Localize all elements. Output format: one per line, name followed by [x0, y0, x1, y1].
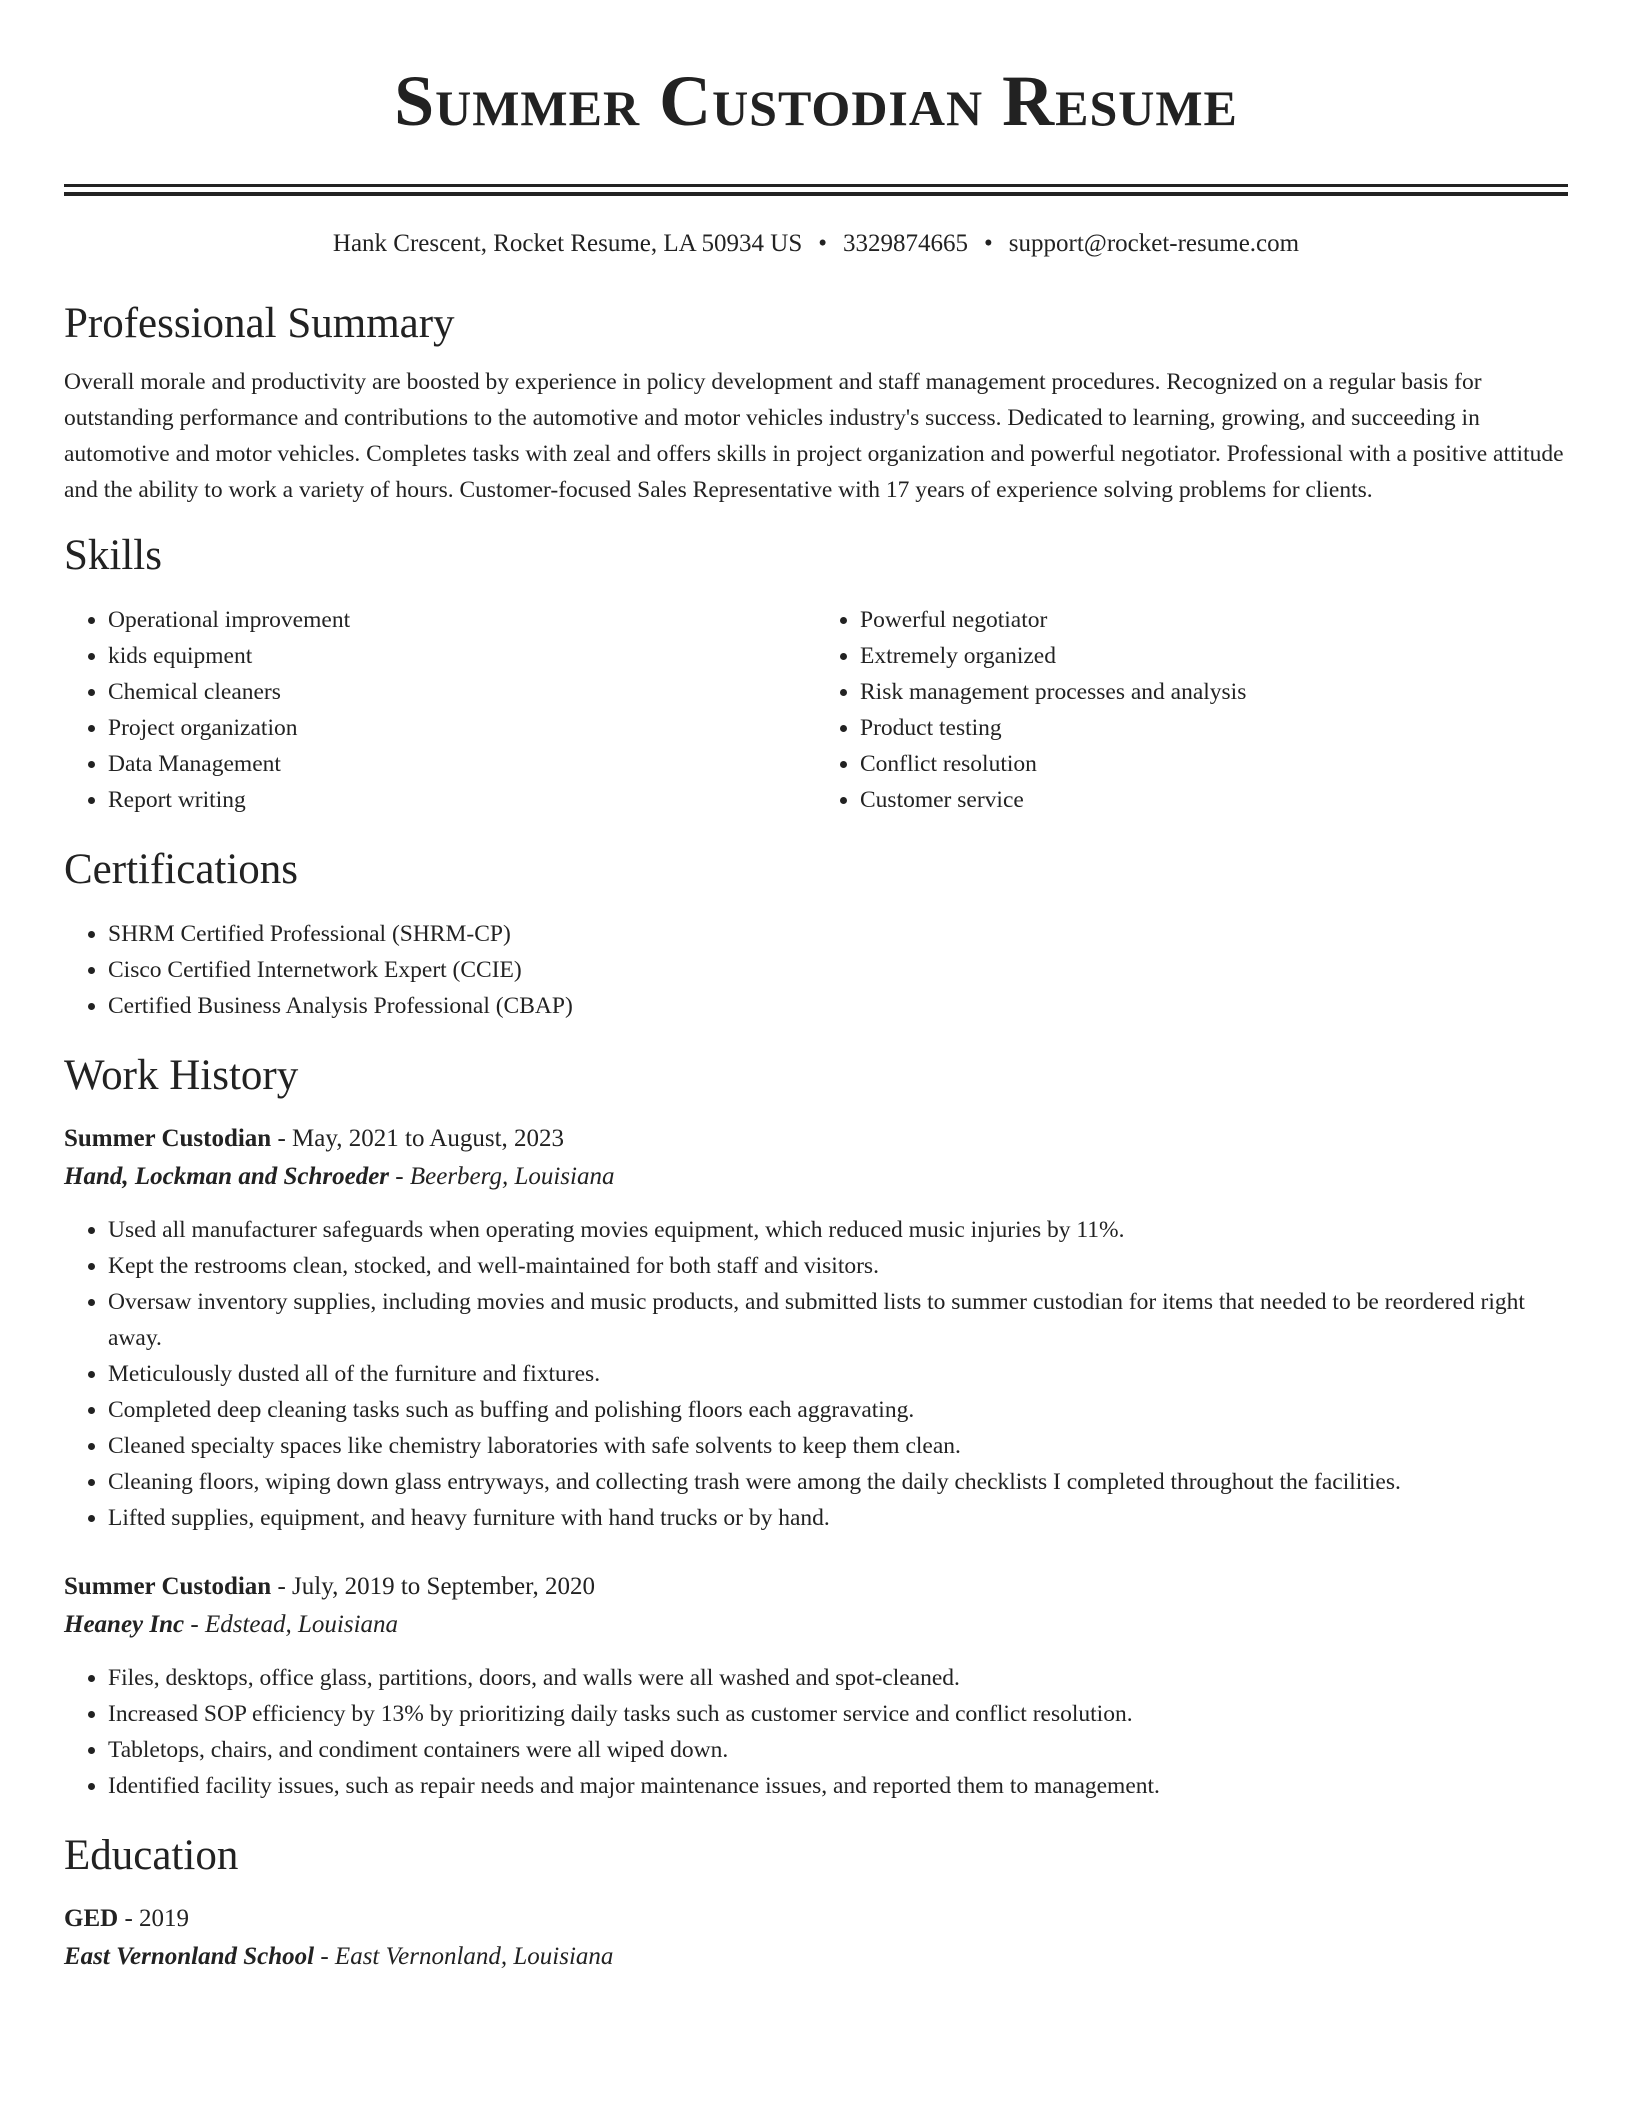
contact-phone: 3329874665 — [843, 230, 969, 257]
skill-item: • Data Management — [108, 746, 816, 782]
job-bullet: • Cleaning floors, wiping down glass entryways, and collecting trash were among the daily checklists I completed throughout the facilities. — [108, 1464, 1568, 1500]
resume-title: Summer Custodian Resume — [394, 61, 1238, 141]
skill-item: • kids equipment — [108, 638, 816, 674]
education-location: - East Vernonland, Louisiana — [314, 1943, 614, 1970]
skills-list-right — [816, 602, 1568, 818]
skills-list-left — [64, 602, 816, 818]
job-entry — [64, 1568, 1568, 1804]
summary-text: Overall morale and productivity are boosted by experience in policy development and staff management procedures. Recognized on a regular basis for outstanding performance and contributions to the automotive and motor vehicles industry's success. Dedicated to learning, growing, and succeeding in automotive and motor vehicles. Completes tasks with zeal and offers skills in project organization and powerful negotiator. Professional with a positive attitude and the ability to work a variety of hours. Customer-focused Sales Representative with 17 years of experience solving problems for clients. — [64, 369, 1564, 503]
job-bullets — [64, 1212, 1568, 1536]
skill-item: • Chemical cleaners — [108, 674, 816, 710]
contact-separator: • — [818, 230, 828, 257]
job-location: - Edstead, Louisiana — [184, 1611, 399, 1638]
job-bullet: • Identified facility issues, such as repair needs and major maintenance issues, and reported them to management. — [108, 1768, 1568, 1804]
skill-item: • Risk management processes and analysis — [860, 674, 1568, 710]
job-entry — [64, 1120, 1568, 1536]
job-bullet: • Increased SOP efficiency by 13% by prioritizing daily tasks such as customer service and conflict resolution. — [108, 1696, 1568, 1732]
skill-item: • Product testing — [860, 710, 1568, 746]
education-heading: Education — [64, 1832, 239, 1879]
contact-separator: • — [984, 230, 993, 257]
summary-heading: Professional Summary — [64, 300, 455, 347]
skill-item: • Extremely organized — [860, 638, 1568, 674]
job-company-line — [64, 1606, 1568, 1644]
job-dates: - July, 2019 to September, 2020 — [271, 1573, 595, 1600]
job-bullet: • Meticulously dusted all of the furniture and fixtures. — [108, 1356, 1568, 1392]
job-bullet: • Completed deep cleaning tasks such as buffing and polishing floors each aggravating. — [108, 1392, 1568, 1428]
job-bullets — [64, 1660, 1568, 1804]
certification-item: • Cisco Certified Internetwork Expert (CCIE) — [108, 952, 1568, 988]
job-company: Hand, Lockman and Schroeder — [64, 1163, 390, 1190]
skills-columns — [64, 602, 1568, 818]
title-divider — [64, 184, 1568, 196]
certifications-heading: Certifications — [64, 846, 299, 893]
education-school-line — [64, 1938, 1568, 1976]
certifications-list — [64, 916, 1568, 1024]
job-company: Heaney Inc — [64, 1611, 185, 1638]
job-title-line — [64, 1120, 1568, 1158]
education-degree: GED — [64, 1905, 119, 1932]
job-title: Summer Custodian — [64, 1573, 272, 1600]
job-bullet: • Kept the restrooms clean, stocked, and well-maintained for both staff and visitors. — [108, 1248, 1568, 1284]
skills-heading: Skills — [64, 532, 162, 579]
skill-item: • Customer service — [860, 782, 1568, 818]
job-title: Summer Custodian — [64, 1125, 272, 1152]
education-school: East Vernonland School — [64, 1943, 315, 1970]
contact-address: Hank Crescent, Rocket Resume, LA 50934 US — [332, 230, 803, 257]
job-bullet: • Files, desktops, office glass, partitions, doors, and walls were all washed and spot-cleaned. — [108, 1660, 1568, 1696]
skill-item: • Report writing — [108, 782, 816, 818]
job-bullet: • Tabletops, chairs, and condiment containers were all wiped down. — [108, 1732, 1568, 1768]
job-bullet: • Lifted supplies, equipment, and heavy furniture with hand trucks or by hand. — [108, 1500, 1568, 1536]
skill-item: • Conflict resolution — [860, 746, 1568, 782]
certification-item: • Certified Business Analysis Professional (CBAP) — [108, 988, 1568, 1024]
contact-email: support@rocket-resume.com — [1008, 230, 1300, 257]
job-dates: - May, 2021 to August, 2023 — [271, 1125, 565, 1152]
skill-item: • Operational improvement — [108, 602, 816, 638]
job-bullet: • Used all manufacturer safeguards when operating movies equipment, which reduced music injuries by 11%. — [108, 1212, 1568, 1248]
work-history-heading: Work History — [64, 1052, 299, 1099]
job-location: - Beerberg, Louisiana — [389, 1163, 615, 1190]
skill-item: • Powerful negotiator — [860, 602, 1568, 638]
certification-item: • SHRM Certified Professional (SHRM-CP) — [108, 916, 1568, 952]
education-year: - 2019 — [118, 1905, 190, 1932]
job-bullet: • Oversaw inventory supplies, including movies and music products, and submitted lists to summer custodian for items that needed to be reordered right away. — [108, 1284, 1568, 1356]
education-degree-line — [64, 1900, 1568, 1938]
job-bullet: • Cleaned specialty spaces like chemistry laboratories with safe solvents to keep them clean. — [108, 1428, 1568, 1464]
skill-item: • Project organization — [108, 710, 816, 746]
job-title-line — [64, 1568, 1568, 1606]
job-company-line — [64, 1158, 1568, 1196]
contact-line — [64, 228, 1568, 260]
